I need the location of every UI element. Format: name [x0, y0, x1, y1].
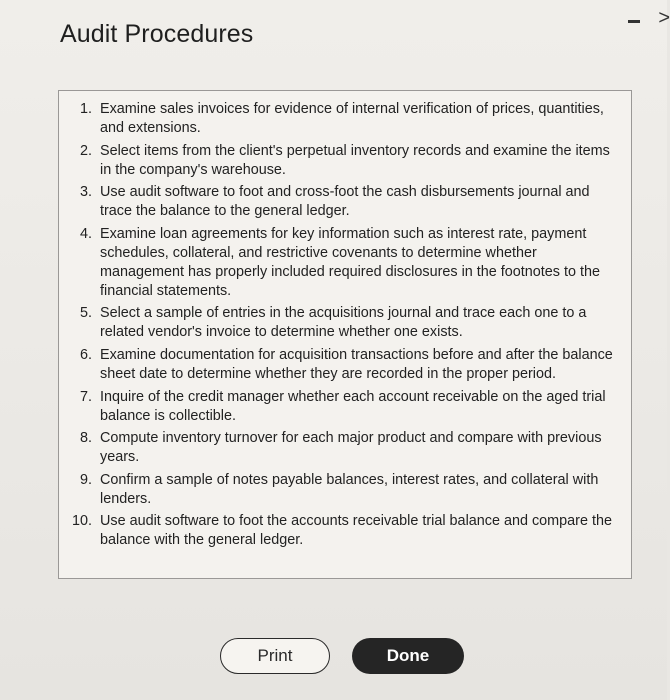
- list-item: [65, 142, 617, 180]
- list-item-number: 4.: [79, 225, 92, 242]
- list-item: [65, 429, 617, 467]
- list-item: [65, 388, 617, 426]
- list-item: [65, 183, 617, 221]
- list-item-text: Examine loan agreements for key information such as interest rate, payment schedules, collateral, and restrictive covenants to determine whether management has properly included required disclosures in the footnotes to the financial statements.: [100, 225, 600, 299]
- list-item-text: Examine documentation for acquisition transactions before and after the balance sheet date to determine whether they are recorded in the proper period.: [100, 346, 613, 382]
- list-item-text: Use audit software to foot the accounts receivable trial balance and compare the balance with the general ledger.: [100, 513, 612, 549]
- print-button[interactable]: Print: [220, 638, 330, 674]
- list-item-text: Select a sample of entries in the acquisitions journal and trace each one to a related vendor's invoice to determine whether one exists.: [100, 305, 587, 341]
- minimize-icon[interactable]: [628, 20, 640, 23]
- window-controls: [628, 7, 670, 29]
- procedures-list: [59, 91, 631, 550]
- list-item-number: 1.: [79, 101, 92, 117]
- list-item-number: 10.: [71, 513, 92, 530]
- list-item-text: Compute inventory turnover for each major product and compare with previous years.: [100, 430, 602, 466]
- list-item-number: 6.: [79, 346, 92, 363]
- list-item: [65, 512, 617, 550]
- list-item: [65, 304, 617, 342]
- list-item-number: 3.: [79, 184, 92, 201]
- list-item-number: 7.: [79, 388, 92, 405]
- procedures-panel: [58, 90, 632, 579]
- list-item-number: 2.: [79, 142, 92, 159]
- list-item: [65, 225, 617, 301]
- list-item-text: Use audit software to foot and cross-foot the cash disbursements journal and trace the balance to the general ledger.: [100, 184, 590, 220]
- list-item: [65, 100, 617, 138]
- list-item-text: Select items from the client's perpetual inventory records and examine the items in the company's warehouse.: [100, 142, 610, 178]
- list-item-number: 8.: [79, 430, 92, 447]
- list-item: [65, 346, 617, 384]
- done-button[interactable]: Done: [352, 638, 464, 674]
- list-item-number: 5.: [79, 305, 92, 322]
- list-item-text: Examine sales invoices for evidence of internal verification of prices, quantities, and extensions.: [100, 101, 604, 136]
- list-item: [65, 471, 617, 509]
- page-title: Audit Procedures: [60, 20, 254, 48]
- list-item-text: Inquire of the credit manager whether each account receivable on the aged trial balance is collectible.: [100, 388, 606, 424]
- chevron-right-icon[interactable]: >: [658, 7, 670, 29]
- list-item-number: 9.: [79, 471, 92, 488]
- list-item-text: Confirm a sample of notes payable balances, interest rates, and collateral with lenders.: [100, 471, 599, 507]
